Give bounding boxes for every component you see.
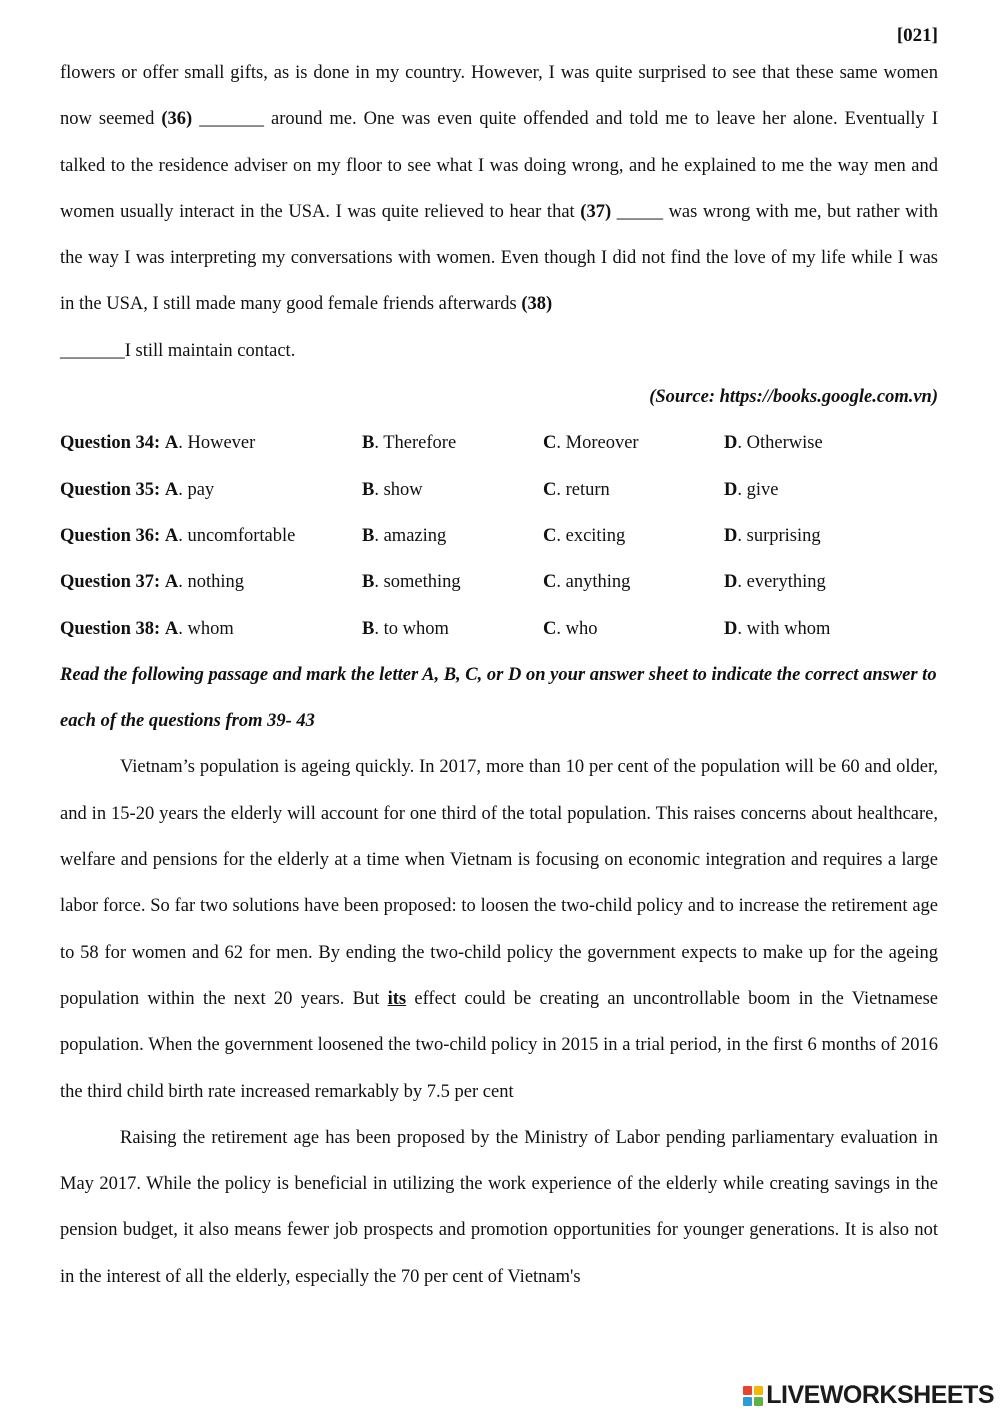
blank-marker-37: (37) [580, 201, 612, 222]
option-text[interactable]: . with whom [737, 618, 831, 639]
passage-text-2: _______ around me. One was even quite offended and told me to leave her alone. Eventually I talked to the residence adviser on my floor to see what I was doing wrong, and he explained to me the way men and women usually interact in the USA. I was quite relieved to hear that [60, 109, 938, 222]
option-text[interactable]: . surprising [737, 525, 821, 546]
option-text[interactable]: . something [374, 572, 461, 593]
reading-paragraph-2: Raising the retirement age has been proposed by the Ministry of Labor pending parliamentary evaluation in May 2017. While the policy is beneficial in utilizing the work experience of the elderly while creating savings in the pension budget, it also means fewer job prospects and promotion opportunities for younger generations. It is also not in the interest of all the elderly, especially the 70 per cent of Vietnam's [60, 1127, 938, 1287]
question-label: Question 35: [60, 479, 161, 500]
option-letter[interactable]: D [724, 525, 738, 546]
option-letter[interactable]: B [362, 479, 375, 500]
logo-square-green [754, 1397, 763, 1406]
option-letter[interactable]: B [362, 525, 375, 546]
reading-paragraph-1 [60, 744, 938, 1114]
option-text[interactable]: . Therefore [374, 433, 457, 454]
option-text[interactable]: . nothing [178, 572, 244, 593]
option-letter[interactable]: D [724, 479, 738, 500]
option-text[interactable]: . give [737, 479, 779, 500]
logo-grid-icon [743, 1386, 763, 1406]
option-letter[interactable]: D [724, 572, 738, 593]
option-letter[interactable]: C [543, 479, 557, 500]
option-text[interactable]: . uncomfortable [178, 525, 296, 546]
option-letter[interactable]: C [543, 433, 557, 454]
blank-marker-38: (38) [521, 294, 553, 315]
option-text[interactable]: . Moreover [556, 433, 639, 454]
option-text[interactable]: . whom [178, 618, 234, 639]
option-letter[interactable]: A [164, 525, 179, 546]
passage-text-3: _____ was wrong with me, but rather with the way I was interpreting my conversations with women. Even though I did not find the love of my life while I was in the USA, I still made many good female friends afterwards [60, 201, 938, 315]
section-directions: Read the following passage and mark the letter A, B, C, or D on your answer sheet to indicate the correct answer to each of the questions from 39- 43 [60, 664, 937, 732]
question-36 [60, 513, 938, 559]
liveworksheets-logo[interactable] [743, 1381, 994, 1410]
passage-text-4: _______I still maintain contact. [60, 340, 296, 361]
option-text[interactable]: . exciting [556, 525, 626, 546]
question-37 [60, 559, 938, 605]
logo-text: LIVEWORKSHEETS [766, 1381, 994, 1409]
logo-square-blue [743, 1397, 752, 1406]
question-label: Question 37: [60, 572, 161, 593]
logo-square-red [743, 1386, 752, 1395]
paragraph-1-text-start: Vietnam’s population is ageing quickly. In 2017, more than 10 per cent of the population will be 60 and older, and in 15-20 years the elderly will account for one third of the total population. This raises concerns about healthcare, welfare and pensions for the elderly at a time when Vietnam is focusing on economic integration and requires a large labor force. So far two solutions have been proposed: to loosen the two-child policy and to increase the retirement age to 58 for women and 62 for men. By ending the two-child policy the government expects to make up for the ageing population within the next 20 years. But [60, 757, 938, 1009]
underlined-reference-word: its [387, 988, 407, 1009]
option-text[interactable]: . Otherwise [737, 433, 823, 454]
source-citation: (Source: https://books.google.com.vn) [649, 387, 938, 408]
document-body [60, 50, 938, 1300]
option-letter[interactable]: C [543, 525, 557, 546]
option-letter[interactable]: A [164, 433, 179, 454]
option-letter[interactable]: D [724, 618, 738, 639]
option-letter[interactable]: B [362, 618, 375, 639]
option-letter[interactable]: C [543, 618, 557, 639]
option-text[interactable]: . everything [737, 572, 826, 593]
option-text[interactable]: . to whom [374, 618, 449, 639]
page-code: [021] [896, 25, 938, 46]
option-text[interactable]: . who [556, 618, 598, 639]
logo-square-yellow [754, 1386, 763, 1395]
paragraph-1-text-end: effect could be creating an uncontrollable boom in the Vietnamese population. When the government loosened the two-child policy in 2015 in a trial period, in the first 6 months of 2016 the third child birth rate increased remarkably by 7.5 per cent [60, 988, 938, 1102]
option-text[interactable]: . pay [178, 479, 215, 500]
option-letter[interactable]: C [543, 572, 557, 593]
option-letter[interactable]: A [164, 572, 179, 593]
question-35 [60, 467, 938, 513]
question-label: Question 34: [60, 433, 161, 454]
option-letter[interactable]: D [724, 433, 738, 454]
question-label: Question 36: [60, 525, 161, 546]
question-34 [60, 420, 938, 466]
option-text[interactable]: . return [556, 479, 610, 500]
question-38 [60, 606, 938, 652]
option-letter[interactable]: B [362, 572, 375, 593]
option-text[interactable]: . amazing [374, 525, 447, 546]
blank-marker-36: (36) [161, 109, 193, 130]
question-list [60, 420, 938, 651]
option-text[interactable]: . show [374, 479, 423, 500]
option-text[interactable]: . However [178, 433, 256, 454]
option-letter[interactable]: A [164, 618, 179, 639]
option-letter[interactable]: B [362, 433, 375, 454]
passage-text-1: flowers or offer small gifts, as is done in my country. However, I was quite surprised to see that these same women now seemed [60, 63, 938, 130]
question-label: Question 38: [60, 618, 161, 639]
option-letter[interactable]: A [164, 479, 179, 500]
option-text[interactable]: . anything [556, 572, 631, 593]
passage-continuation [60, 50, 938, 374]
